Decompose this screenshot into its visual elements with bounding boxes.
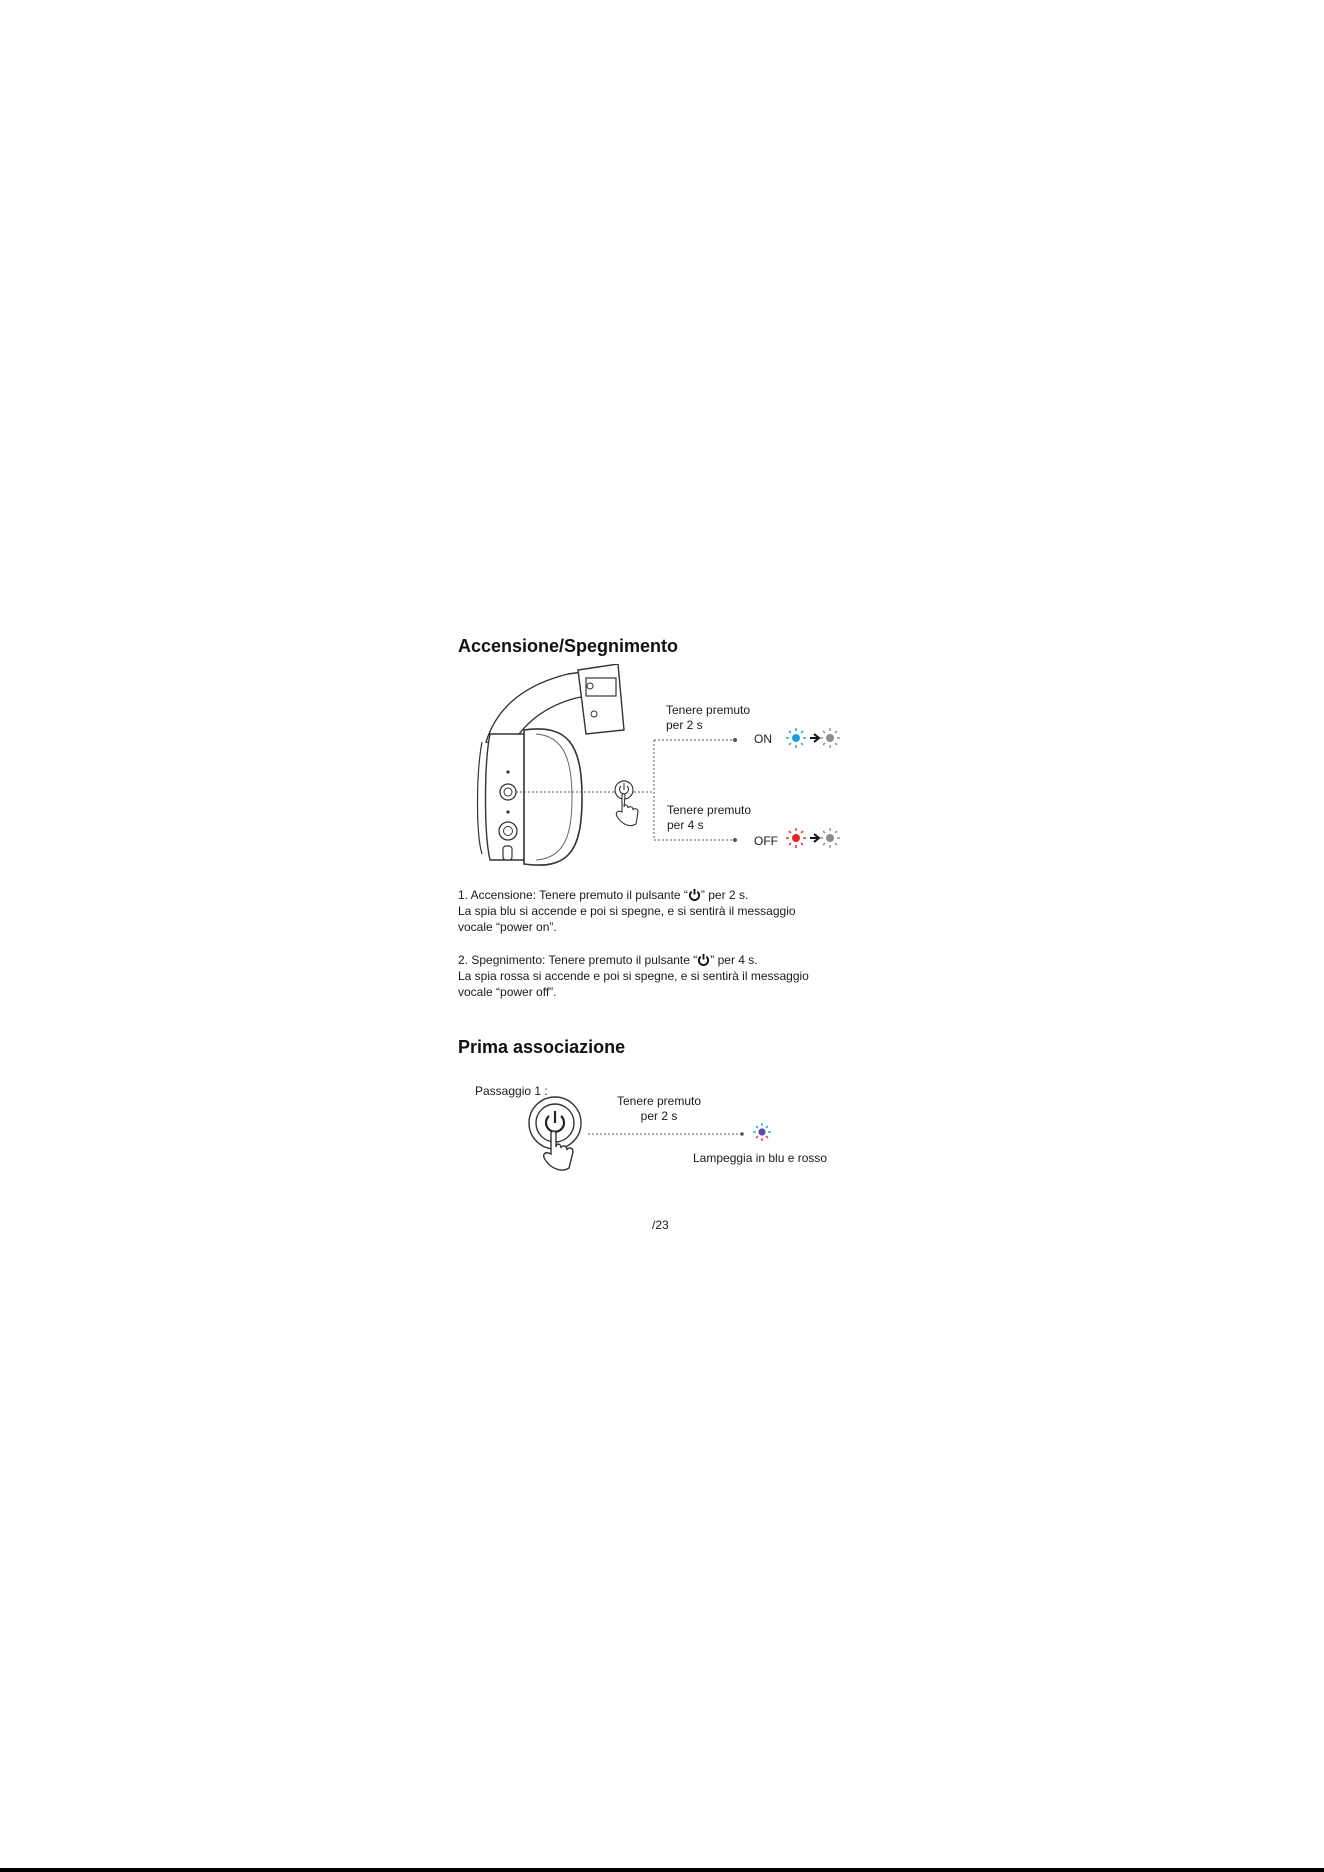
- cup-power-button: [500, 784, 516, 800]
- step1-paragraph: [458, 887, 878, 935]
- led-gray-off-icon: [820, 828, 840, 848]
- step2-text-line2: La spia rossa si accende e poi si spegne, e si sentirà il messaggio: [458, 969, 809, 983]
- on-hold-line2: per 2 s: [666, 718, 703, 732]
- step2-text-line3: vocale “power off”.: [458, 985, 557, 999]
- pairing-diagram: [495, 1096, 785, 1176]
- headband-slider: [578, 664, 624, 734]
- blink-label: Lampeggia in blu e rosso: [693, 1151, 828, 1165]
- off-state-label: OFF: [754, 834, 778, 848]
- power-icon: [697, 953, 710, 966]
- step2-text-a: 2. Spegnimento: Tenere premuto il pulsante “: [458, 953, 698, 967]
- pairing-hold-line1: Tenere premuto: [616, 1094, 702, 1108]
- off-hold-line1: Tenere premuto: [667, 803, 752, 817]
- pairing-hold-line2: per 2 s: [640, 1109, 678, 1123]
- section-title-power: Accensione/Spegnimento: [458, 636, 679, 656]
- led-blue-red-blink-icon: [753, 1123, 771, 1141]
- power-icon: [688, 888, 701, 901]
- step1-text-line3: vocale “power on”.: [458, 920, 557, 934]
- on-state-label: ON: [754, 732, 772, 746]
- power-diagram: [458, 664, 858, 884]
- arrow-right-icon: [810, 734, 819, 742]
- arrow-right-icon: [810, 834, 819, 842]
- cup-volume-button: [499, 822, 517, 840]
- led-red-on-icon: [786, 828, 806, 848]
- bottom-border: [0, 1868, 1324, 1872]
- on-hold-line1: Tenere premuto: [666, 703, 751, 717]
- step2-paragraph: [458, 952, 878, 1000]
- section-title-pairing: Prima associazione: [458, 1037, 626, 1057]
- led-gray-off-icon: [820, 728, 840, 748]
- page-number: /23: [652, 1218, 669, 1232]
- led-blue-on-icon: [786, 728, 806, 748]
- on-hold-label: [666, 703, 750, 733]
- step1-text-line2: La spia blu si accende e poi si spegne, e si sentirà il messaggio: [458, 904, 796, 918]
- step-label: Passaggio 1 :: [475, 1084, 548, 1098]
- step1-text-b: ” per 2 s.: [700, 888, 749, 902]
- off-hold-line2: per 4 s: [667, 818, 704, 832]
- ear-pad: [524, 729, 582, 865]
- off-hold-label: [667, 803, 751, 833]
- step2-text-b: ” per 4 s.: [710, 953, 758, 967]
- step1-text-a: 1. Accensione: Tenere premuto il pulsante “: [458, 888, 688, 902]
- usb-port-icon: [503, 846, 512, 860]
